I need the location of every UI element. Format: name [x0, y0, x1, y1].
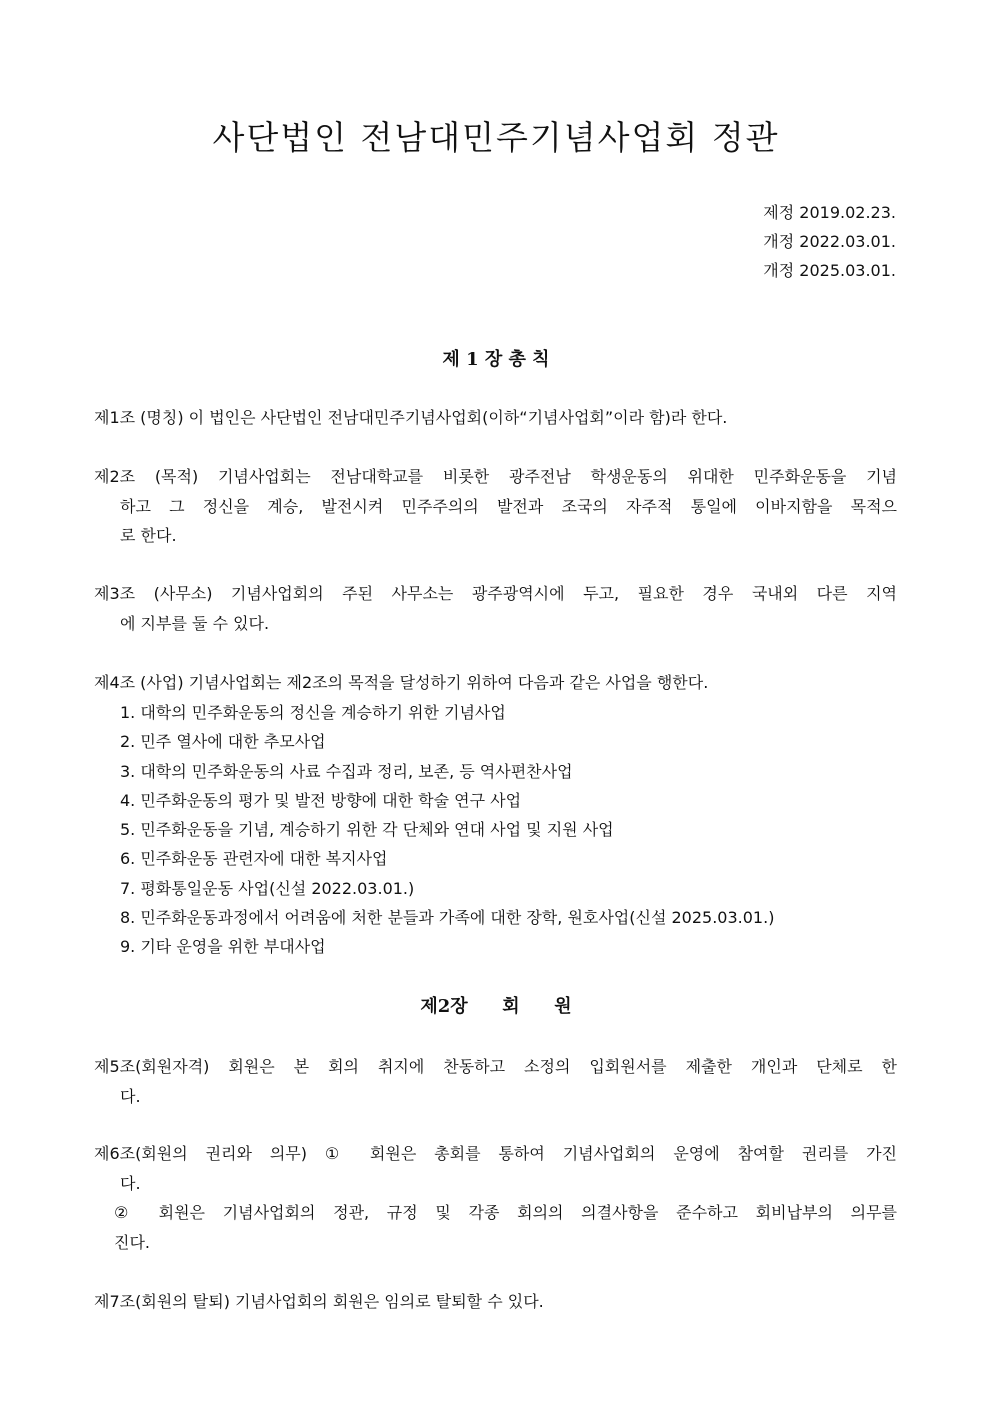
list-item: 9. 기타 운영을 위한 부대사업 [120, 937, 326, 957]
chapter-2-label: 제2장 [420, 996, 468, 1017]
list-item: 5. 민주화운동을 기념, 계승하기 위한 각 단체와 연대 사업 및 지원 사업 [120, 820, 614, 840]
chapter-2-word-1: 회 [502, 996, 520, 1017]
article-6-line-3: ② 회원은 기념사업회의 정관, 규정 및 각종 회의의 의결사항을 준수하고 회비납부의 의무를 [114, 1203, 897, 1222]
revised-date-2022: 개정 2022.03.01. [763, 232, 896, 251]
chapter-2-heading [0, 992, 992, 1018]
article-1-line: 제1조 (명칭) 이 법인은 사단법인 전남대민주기념사업회(이하“기념사업회”이라 함)라 한다. [94, 408, 728, 427]
list-item: 2. 민주 열사에 대한 추모사업 [120, 732, 326, 752]
article-7 [94, 1287, 897, 1317]
list-item: 1. 대학의 민주화운동의 정신을 계승하기 위한 기념사업 [120, 703, 506, 722]
list-item: 7. 평화통일운동 사업(신설 2022.03.01.) [120, 878, 415, 898]
list-item: 8. 민주화운동과정에서 어려움에 처한 분들과 가족에 대한 장학, 원호사업(신설 2025.03.01.) [120, 908, 775, 928]
article-5-line-2: 다. [120, 1086, 141, 1106]
list-item: 6. 민주화운동 관련자에 대한 복지사업 [120, 849, 388, 869]
chapter-2-word-2: 원 [554, 996, 572, 1017]
article-3-line-2: 에 지부를 둘 수 있다. [120, 613, 270, 633]
article-2-line-1: 제2조 (목적) 기념사업회는 전남대학교를 비롯한 광주전남 학생운동의 위대한 민주화운동을 기념 [94, 467, 897, 486]
article-4-intro: 제4조 (사업) 기념사업회는 제2조의 목적을 달성하기 위하여 다음과 같은 사업을 행한다. [94, 673, 709, 692]
article-1 [94, 403, 897, 433]
article-6 [94, 1139, 897, 1257]
revised-date-2025: 개정 2025.03.01. [763, 261, 896, 280]
article-2 [94, 462, 897, 551]
chapter-1-heading: 제 1 장 총 칙 [442, 349, 550, 370]
article-6-line-2: 다. [120, 1173, 141, 1193]
article-4 [94, 668, 897, 698]
business-list [120, 698, 774, 962]
article-6-line-1: 제6조(회원의 권리와 의무) ① 회원은 총회를 통하여 기념사업회의 운영에 참여할 권리를 가진 [94, 1144, 897, 1163]
revision-history [763, 198, 896, 285]
article-5 [94, 1052, 897, 1111]
list-item: 3. 대학의 민주화운동의 사료 수집과 정리, 보존, 등 역사편찬사업 [120, 761, 573, 781]
article-3 [94, 579, 897, 638]
article-2-line-3: 로 한다. [120, 526, 177, 545]
enacted-date: 제정 2019.02.23. [763, 203, 896, 222]
document-title: 사단법인 전남대민주기념사업회 정관 [212, 118, 780, 157]
article-2-line-2: 하고 그 정신을 계승, 발전시켜 민주주의의 발전과 조국의 자주적 통일에 이바지함을 목적으 [120, 496, 897, 516]
article-7-line: 제7조(회원의 탈퇴) 기념사업회의 회원은 임의로 탈퇴할 수 있다. [94, 1292, 544, 1311]
list-item: 4. 민주화운동의 평가 및 발전 방향에 대한 학술 연구 사업 [120, 790, 522, 810]
article-3-line-1: 제3조 (사무소) 기념사업회의 주된 사무소는 광주광역시에 두고, 필요한 경우 국내외 다른 지역 [94, 584, 897, 603]
article-5-line-1: 제5조(회원자격) 회원은 본 회의 취지에 찬동하고 소정의 입회원서를 제출한 개인과 단체로 한 [94, 1057, 897, 1076]
article-6-line-4: 진다. [114, 1232, 150, 1252]
